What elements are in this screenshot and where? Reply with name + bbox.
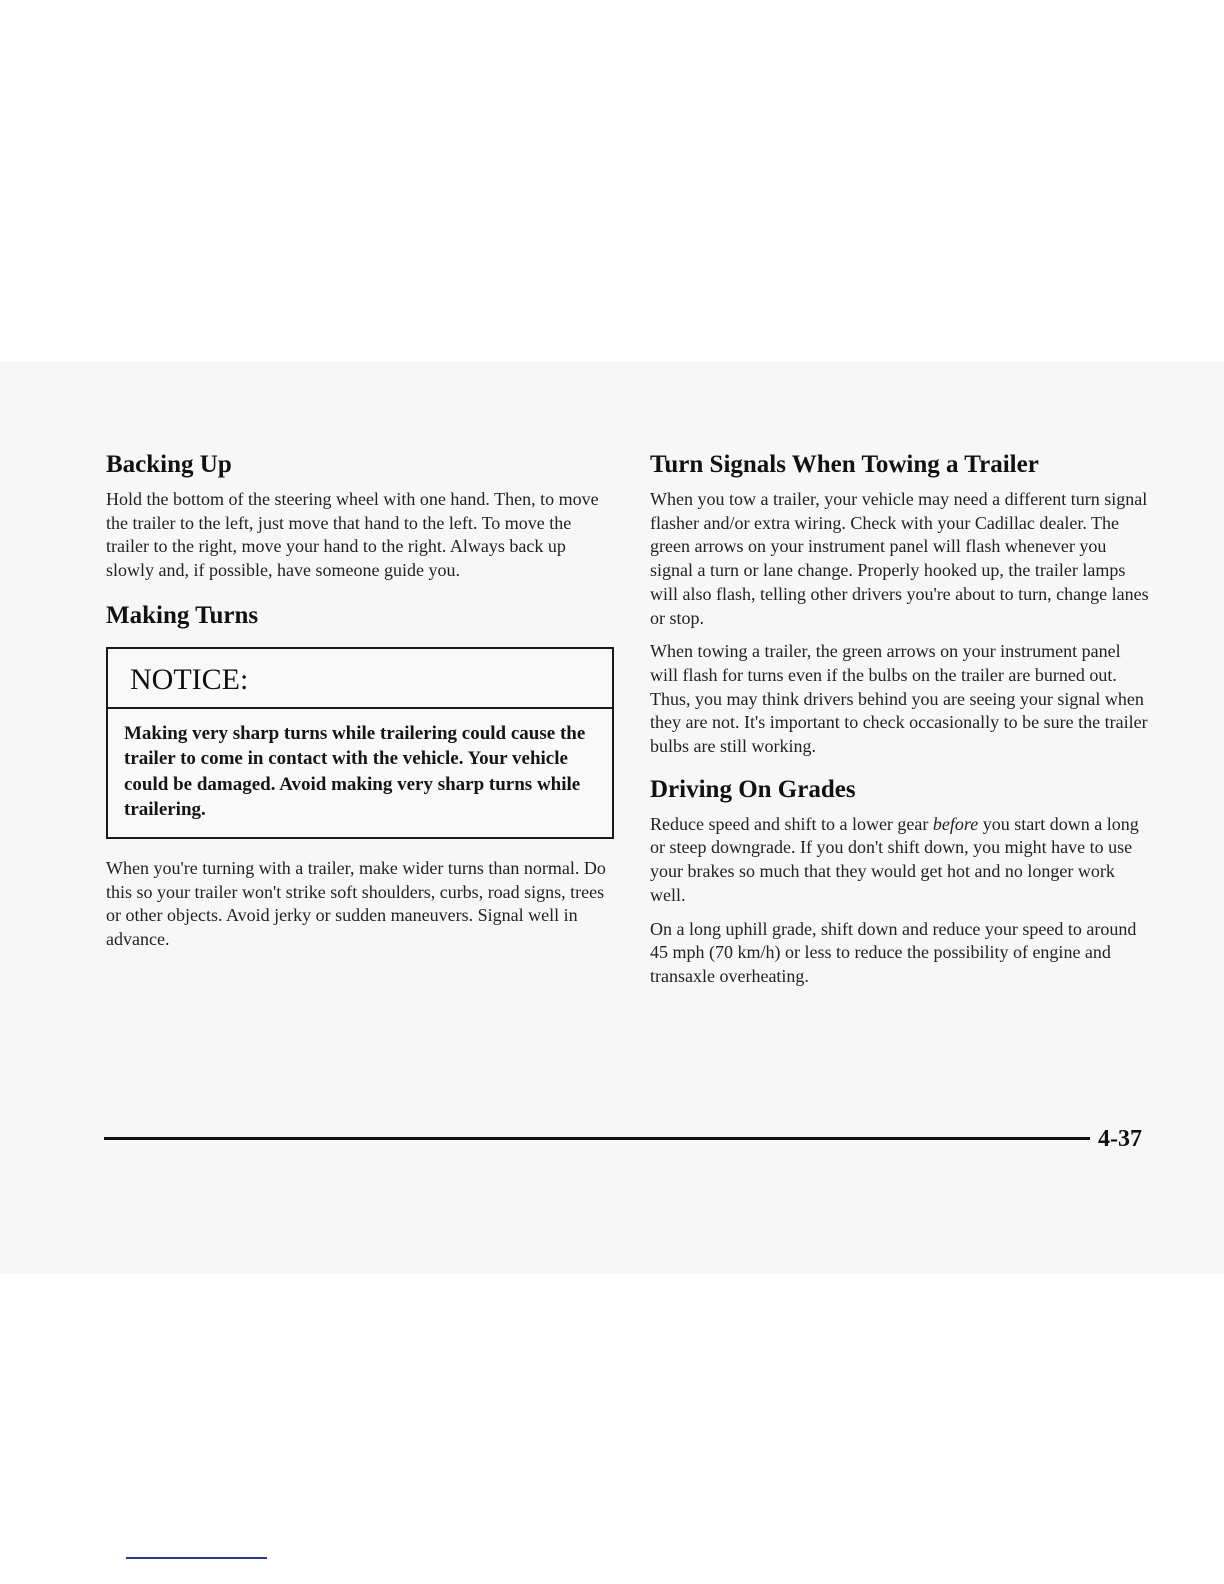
paragraph-turn-signals-2: When towing a trailer, the green arrows on your instrument panel will flash for turns even if the bulbs on the trailer are burned out. Thus, you may think drivers behind you are seeing your signal when they are not. It's important to check occasionally to be sure the trailer bulbs are still working. bbox=[650, 641, 1148, 757]
heading-backing-up: Backing Up bbox=[106, 451, 232, 478]
section-making-turns bbox=[106, 599, 606, 952]
section-driving-on-grades bbox=[650, 773, 1152, 989]
heading-turn-signals: Turn Signals When Towing a Trailer bbox=[650, 451, 1039, 478]
left-column bbox=[106, 448, 606, 962]
page-number: 4-37 bbox=[1098, 1126, 1142, 1152]
paragraph-turn-signals-1: When you tow a trailer, your vehicle may need a different turn signal flasher and/or extra wiring. Check with your Cadillac dealer. The green arrows on your instrument panel will flash whenever you signal a turn or lane change. Properly hooked up, the trailer lamps will also flash, telling other drivers you're about to turn, change lanes or stop. bbox=[650, 489, 1149, 628]
heading-making-turns: Making Turns bbox=[106, 601, 259, 629]
footer-rule bbox=[104, 1137, 1090, 1140]
paragraph-grades-1 bbox=[650, 813, 1152, 908]
notice-title: NOTICE: bbox=[108, 649, 612, 709]
section-turn-signals bbox=[650, 448, 1152, 759]
grades-text-after: you start down a long or steep downgrade. If you don't shift down, you might have to use your brakes so much that they would get hot and no longer work well. bbox=[650, 813, 1139, 905]
paragraph-making-turns: When you're turning with a trailer, make wider turns than normal. Do this so your trailer won't strike soft shoulders, curbs, road signs, trees or other objects. Avoid jerky or sudden maneuvers. Signal well in advance. bbox=[106, 857, 606, 949]
notice-box bbox=[106, 647, 614, 839]
grades-text-before: Reduce speed and shift to a lower gear bbox=[650, 813, 933, 834]
right-column bbox=[650, 448, 1152, 999]
heading-driving-on-grades: Driving On Grades bbox=[650, 775, 856, 803]
section-backing-up bbox=[106, 448, 606, 583]
bottom-link-underline bbox=[126, 1557, 267, 1559]
notice-body: Making very sharp turns while trailering could cause the trailer to come in contact with the vehicle. Your vehicle could be damaged. Avoid making very sharp turns while trailering. bbox=[124, 722, 586, 821]
grades-text-emphasis: before bbox=[932, 813, 979, 834]
paragraph-grades-2: On a long uphill grade, shift down and reduce your speed to around 45 mph (70 km/h) or less to reduce the possibility of engine and transaxle overheating. bbox=[650, 918, 1137, 986]
paragraph-backing-up: Hold the bottom of the steering wheel with one hand. Then, to move the trailer to the left, just move that hand to the left. To move the trailer to the right, move your hand to the right. Always back up slowly and, if possible, have someone guide you. bbox=[106, 489, 599, 581]
